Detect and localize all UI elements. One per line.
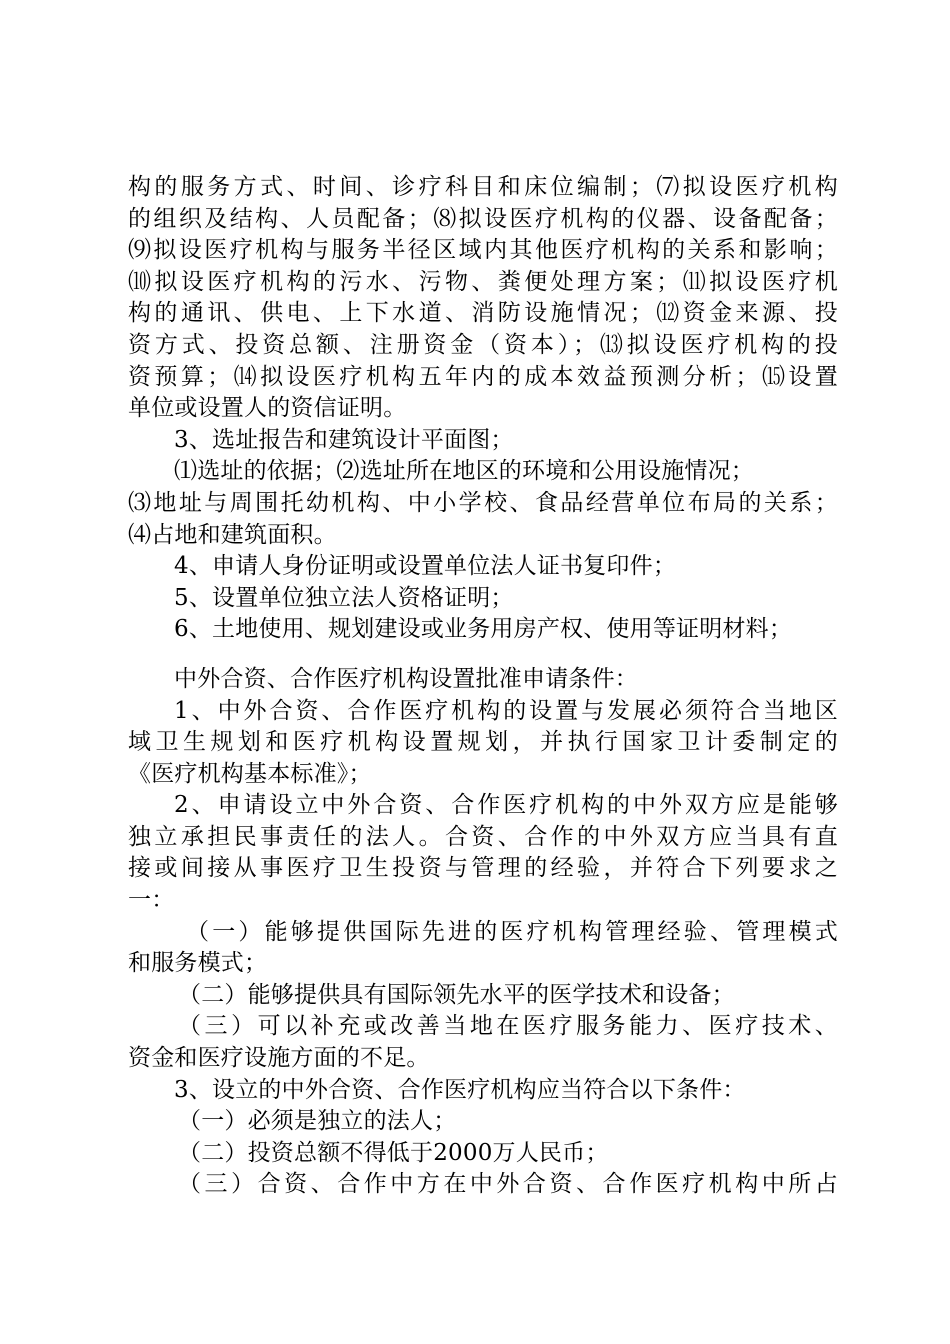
paragraph-line: 和服务模式； [128,950,268,977]
paragraph-line: ⑼拟设医疗机构与服务半径区域内其他医疗机构的关系和影响； [128,237,838,264]
paragraph-line: 域卫生规划和医疗机构设置规划，并执行国家卫计委制定的 [128,729,838,756]
paragraph-line: 接或间接从事医疗卫生投资与管理的经验，并符合下列要求之 [128,855,838,882]
paragraph-line: 《医疗机构基本标准》； [128,760,372,787]
paragraph-line: 单位或设置人的资信证明。 [128,395,407,422]
paragraph-line: ⑽拟设医疗机构的污水、污物、粪便处理方案；⑾拟设医疗机 [128,268,838,295]
paragraph-line: 资金和医疗设施方面的不足。 [128,1045,430,1072]
paragraph-line: 1、中外合资、合作医疗机构的设置与发展必须符合当地区 [174,697,838,724]
list-item: （二）能够提供具有国际领先水平的医学技术和设备； [178,981,735,1008]
paragraph-line: 构的通讯、供电、上下水道、消防设施情况；⑿资金来源、投 [128,300,838,327]
paragraph-line: 资方式、投资总额、注册资金（资本）；⒀拟设医疗机构的投 [128,331,838,358]
paragraph-line: ⑶地址与周围托幼机构、中小学校、食品经营单位布局的关系； [128,489,838,516]
list-item: （一）必须是独立的法人； [178,1108,457,1135]
list-item: （二）投资总额不得低于2000万人民币； [178,1139,609,1166]
list-item: （一）能够提供国际先进的医疗机构管理经验、管理模式 [186,918,838,945]
section-heading: 中外合资、合作医疗机构设置批准申请条件： [174,665,638,692]
list-item-heading: 3、选址报告和建筑设计平面图； [174,426,514,453]
paragraph-line: 构的服务方式、时间、诊疗科目和床位编制；⑺拟设医疗机构 [128,174,838,200]
paragraph-line: 一： [128,887,175,914]
document-body [128,172,838,1201]
paragraph-line: 资预算；⒁拟设医疗机构五年内的成本效益预测分析；⒂设置 [128,363,838,390]
paragraph-line: ⑴选址的依据；⑵选址所在地区的环境和公用设施情况； [174,458,754,485]
list-item: （三）可以补充或改善当地在医疗服务能力、医疗技术、 [178,1013,838,1040]
list-item: 6、土地使用、规划建设或业务用房产权、使用等证明材料； [174,616,793,643]
section-gap [128,646,838,664]
list-item: 5、设置单位独立法人资格证明； [174,584,514,611]
paragraph-line: 的组织及结构、人员配备；⑻拟设医疗机构的仪器、设备配备； [128,205,838,232]
list-item: 4、申请人身份证明或设置单位法人证书复印件； [174,553,677,580]
list-item: （三）合资、合作中方在中外合资、合作医疗机构中所占 [178,1171,838,1198]
paragraph-line: 独立承担民事责任的法人。合资、合作的中外双方应当具有直 [128,823,838,850]
paragraph-line: 2、申请设立中外合资、合作医疗机构的中外双方应是能够 [174,792,838,819]
paragraph-line: ⑷占地和建筑面积。 [128,521,337,548]
list-item-heading: 3、设立的中外合资、合作医疗机构应当符合以下条件： [174,1076,746,1103]
